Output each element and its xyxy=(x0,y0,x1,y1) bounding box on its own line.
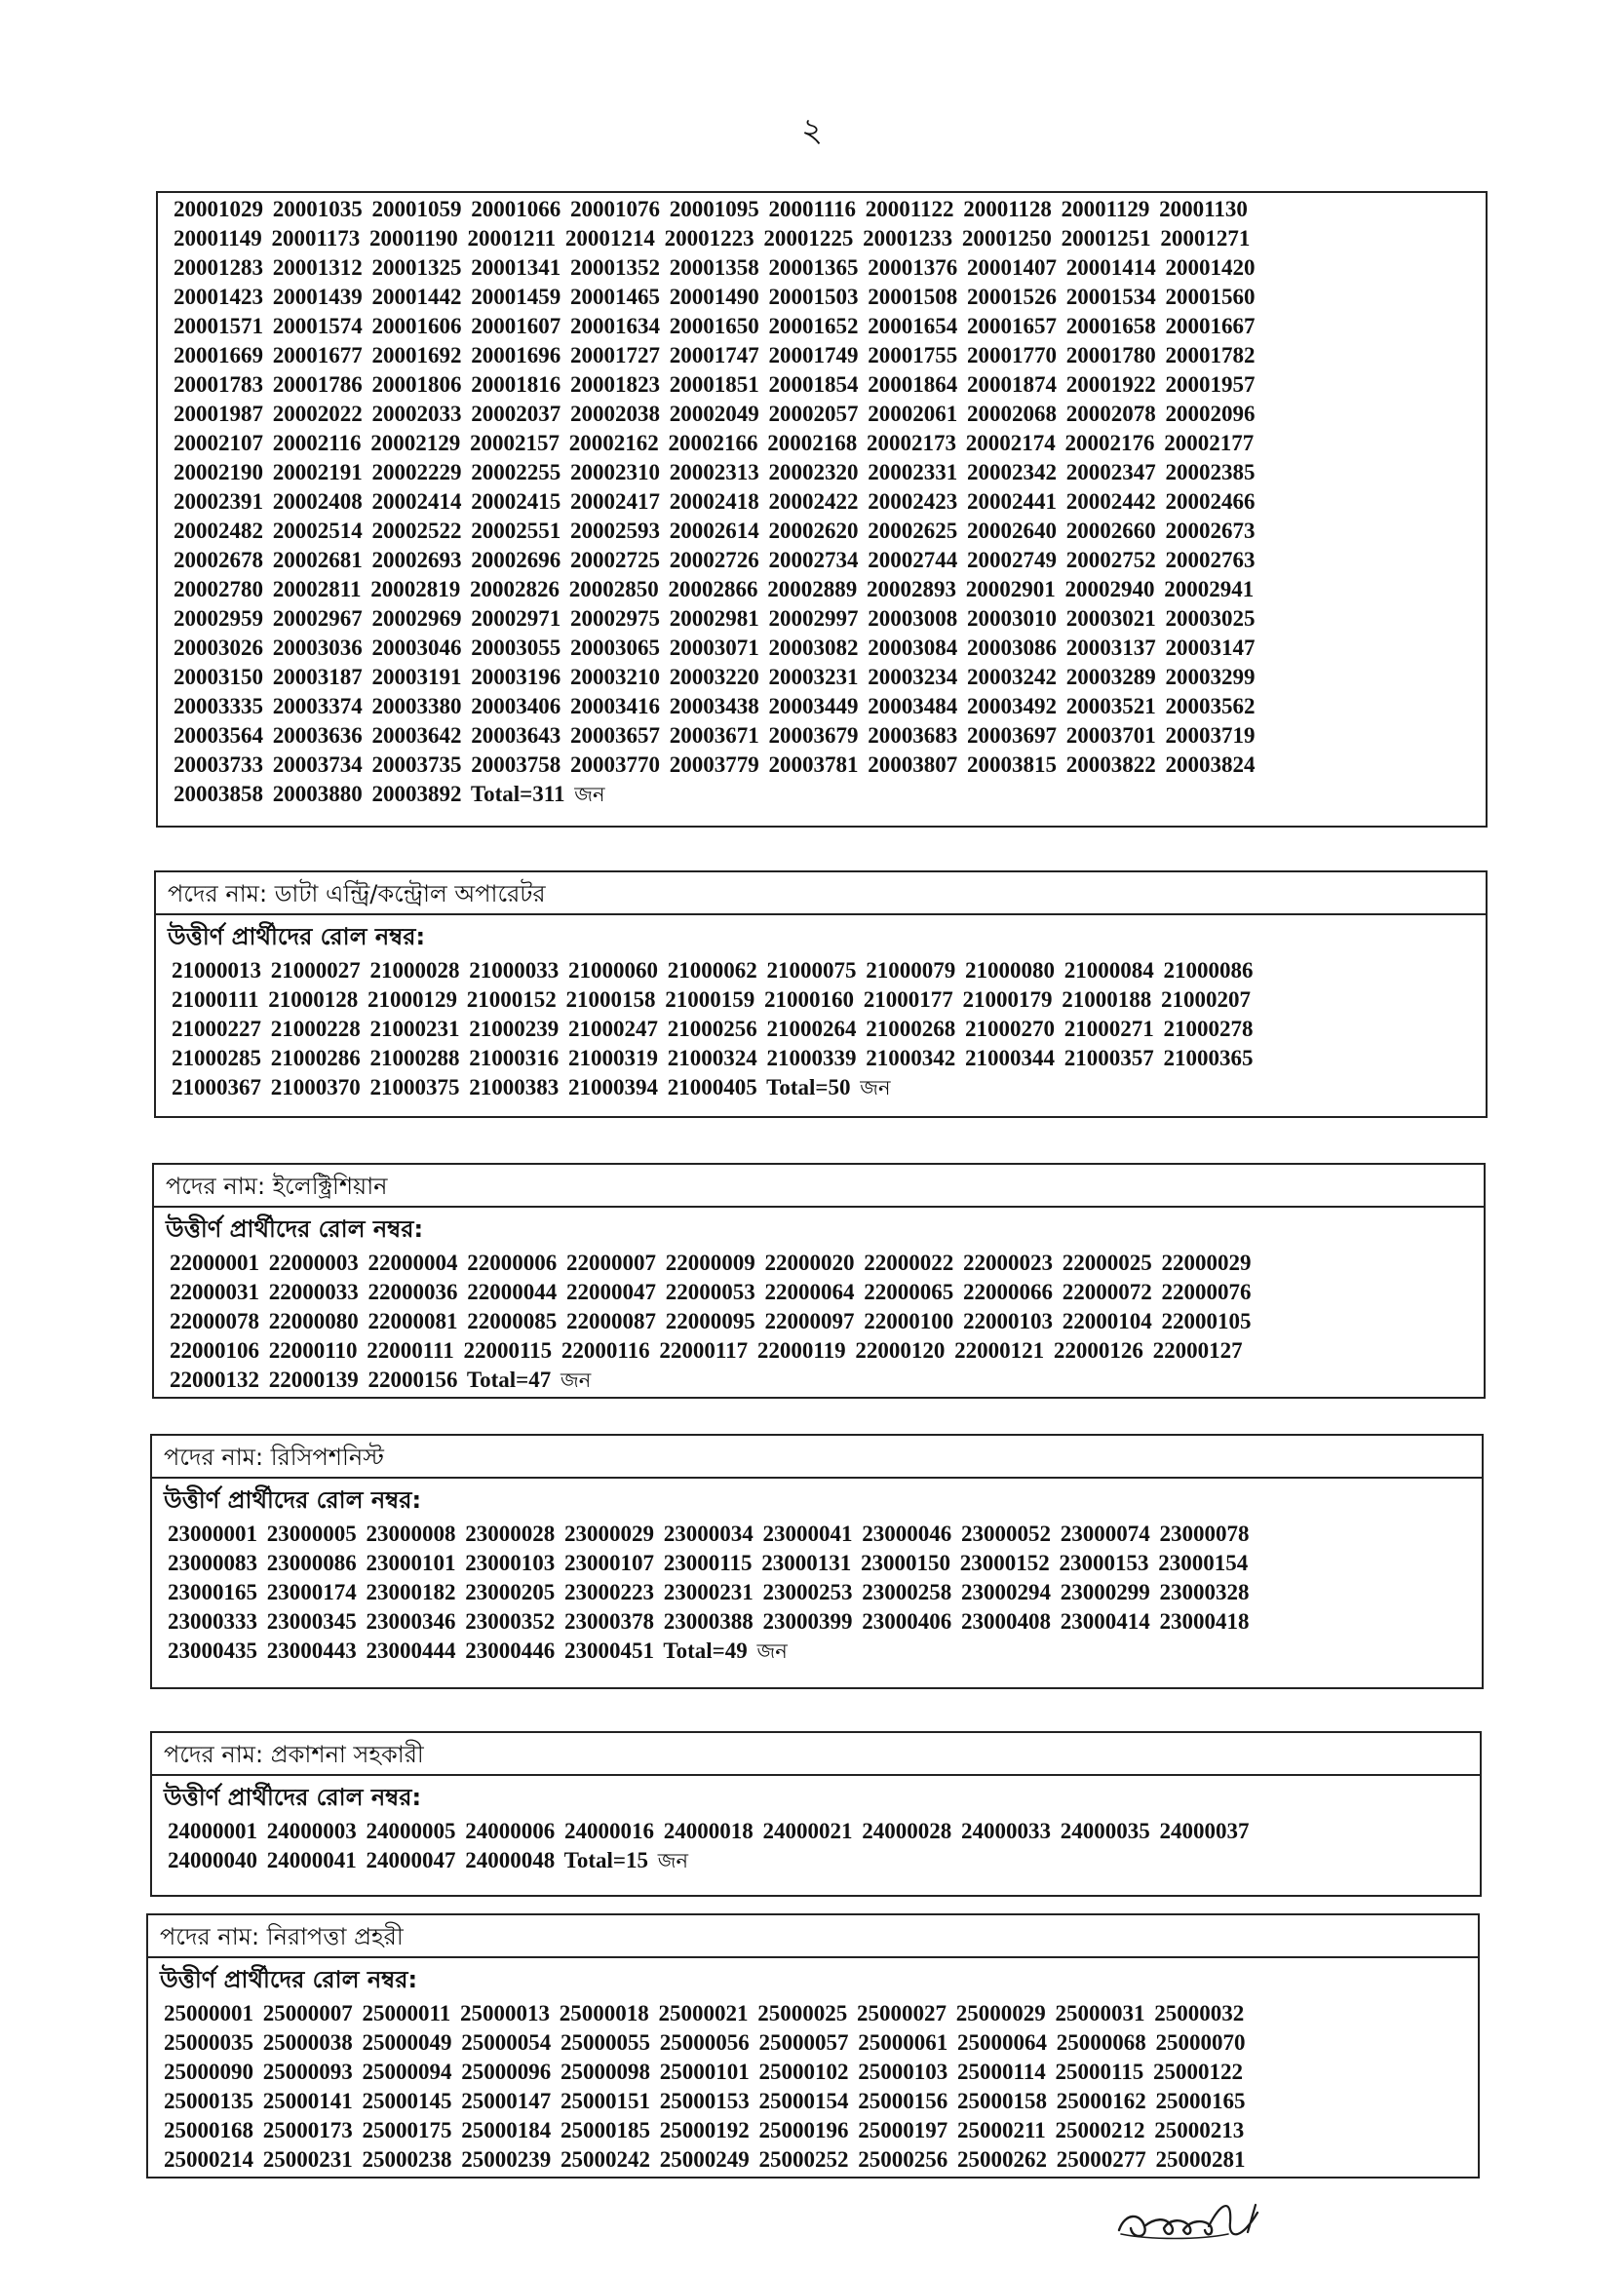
roll-continuation-box xyxy=(156,191,1488,828)
roll-row: 20001987 20002022 20002033 20002037 20002038 20002049 20002057 20002061 20002068 20002078 20002096 xyxy=(174,402,1256,426)
passed-roll-subtitle: উত্তীর্ণ প্রার্থীদের রোল নম্বর: xyxy=(166,1215,424,1243)
roll-row: 20002107 20002116 20002129 20002157 20002162 20002166 20002168 20002173 20002174 20002176 20002177 xyxy=(174,431,1255,455)
roll-row: 20001149 20001173 20001190 20001211 20001214 20001223 20001225 20001233 20001250 20001251 20001271 xyxy=(174,226,1251,251)
roll-total-text: 24000040 24000041 24000047 24000048 Total=15 xyxy=(168,1848,648,1872)
roll-row: 20002959 20002967 20002969 20002971 20002975 20002981 20002997 20003008 20003010 20003021 20003025 xyxy=(174,606,1256,631)
roll-row: 20001029 20001035 20001059 20001066 20001076 20001095 20001116 20001122 20001128 20001129 20001130 xyxy=(174,197,1248,221)
passed-roll-subtitle: উত্তীর্ণ প্রার্থীদের রোল নম্বর: xyxy=(164,1784,422,1811)
roll-total-text: 20003858 20003880 20003892 Total=311 xyxy=(174,782,565,806)
roll-row: 20001571 20001574 20001606 20001607 20001634 20001650 20001652 20001654 20001657 20001658 20001667 xyxy=(174,314,1256,338)
roll-row: 20001283 20001312 20001325 20001341 20001352 20001358 20001365 20001376 20001407 20001414 20001420 xyxy=(174,255,1256,280)
post-section-security-guard xyxy=(146,1913,1480,2179)
roll-list xyxy=(156,956,1486,1106)
signature xyxy=(1111,2183,1277,2252)
roll-row: 24000001 24000003 24000005 24000006 24000016 24000018 24000021 24000028 24000033 24000035 24000037 xyxy=(168,1819,1250,1843)
total-unit: জন xyxy=(560,1369,592,1392)
roll-row: 20001783 20001786 20001806 20001816 20001823 20001851 20001854 20001864 20001874 20001922 20001957 xyxy=(174,372,1256,397)
roll-row: 21000285 21000286 21000288 21000316 21000319 21000324 21000339 21000342 21000344 21000357 21000365 xyxy=(172,1046,1254,1070)
post-title: পদের নাম: রিসিপশনিস্ট xyxy=(152,1436,1482,1479)
roll-row-total xyxy=(172,1073,1470,1102)
roll-total-text: 23000435 23000443 23000444 23000446 23000451 Total=49 xyxy=(168,1639,748,1663)
roll-list xyxy=(154,1249,1484,1399)
roll-row: 20002190 20002191 20002229 20002255 20002310 20002313 20002320 20002331 20002342 20002347 20002385 xyxy=(174,460,1256,484)
post-title: পদের নাম: প্রকাশনা সহকারী xyxy=(152,1733,1480,1776)
roll-row: 25000001 25000007 25000011 25000013 25000018 25000021 25000025 25000027 25000029 25000031 25000032 xyxy=(164,2001,1245,2025)
roll-row: 20002678 20002681 20002693 20002696 20002725 20002726 20002734 20002744 20002749 20002752 20002763 xyxy=(174,548,1256,572)
total-unit: জন xyxy=(657,1849,689,1872)
passed-roll-subtitle: উত্তীর্ণ প্রার্থীদের রোল নম্বর: xyxy=(164,1486,422,1514)
roll-row: 20003150 20003187 20003191 20003196 20003210 20003220 20003231 20003234 20003242 20003289 20003299 xyxy=(174,665,1256,689)
roll-list xyxy=(152,1520,1482,1670)
roll-row: 23000001 23000005 23000008 23000028 23000029 23000034 23000041 23000046 23000052 23000074 23000078 xyxy=(168,1522,1250,1546)
roll-row: 20001669 20001677 20001692 20001696 20001727 20001747 20001749 20001755 20001770 20001780 20001782 xyxy=(174,343,1256,367)
roll-row: 20003564 20003636 20003642 20003643 20003657 20003671 20003679 20003683 20003697 20003701 20003719 xyxy=(174,723,1256,748)
roll-row-total xyxy=(168,1637,1466,1666)
roll-row: 20002391 20002408 20002414 20002415 20002417 20002418 20002422 20002423 20002441 20002442 20002466 xyxy=(174,489,1256,514)
roll-row: 20002482 20002514 20002522 20002551 20002593 20002614 20002620 20002625 20002640 20002660 20002673 xyxy=(174,519,1256,543)
roll-row: 25000090 25000093 25000094 25000096 25000098 25000101 25000102 25000103 25000114 25000115 25000122 xyxy=(164,2060,1243,2084)
roll-row: 23000333 23000345 23000346 23000352 23000378 23000388 23000399 23000406 23000408 23000414 23000418 xyxy=(168,1609,1250,1634)
roll-row: 23000165 23000174 23000182 23000205 23000223 23000231 23000253 23000258 23000294 23000299 23000328 xyxy=(168,1580,1250,1604)
roll-row: 22000031 22000033 22000036 22000044 22000047 22000053 22000064 22000065 22000066 22000072 22000076 xyxy=(170,1280,1252,1304)
roll-row: 23000083 23000086 23000101 23000103 23000107 23000115 23000131 23000150 23000152 23000153 23000154 xyxy=(168,1551,1249,1575)
roll-row: 22000078 22000080 22000081 22000085 22000087 22000095 22000097 22000100 22000103 22000104 22000105 xyxy=(170,1309,1252,1333)
post-title: পদের নাম: ইলেক্ট্রিশিয়ান xyxy=(154,1165,1484,1208)
roll-row: 20003733 20003734 20003735 20003758 20003770 20003779 20003781 20003807 20003815 20003822 20003824 xyxy=(174,752,1256,777)
total-unit: জন xyxy=(860,1076,891,1099)
roll-row: 20003335 20003374 20003380 20003406 20003416 20003438 20003449 20003484 20003492 20003521 20003562 xyxy=(174,694,1256,718)
continuation-rolls xyxy=(158,195,1486,813)
post-section-receptionist xyxy=(150,1434,1484,1689)
passed-roll-subtitle: উত্তীর্ণ প্রার্থীদের রোল নম্বর: xyxy=(160,1966,418,1993)
roll-row: 25000214 25000231 25000238 25000239 25000242 25000249 25000252 25000256 25000262 25000277 25000281 xyxy=(164,2147,1246,2172)
post-section-publication-assistant xyxy=(150,1731,1482,1897)
roll-list xyxy=(148,1999,1478,2179)
roll-row: 21000227 21000228 21000231 21000239 21000247 21000256 21000264 21000268 21000270 21000271 21000278 xyxy=(172,1017,1254,1041)
roll-list xyxy=(152,1817,1480,1879)
roll-row-total xyxy=(174,780,1470,809)
roll-row: 20002780 20002811 20002819 20002826 20002850 20002866 20002889 20002893 20002901 20002940 20002941 xyxy=(174,577,1255,601)
roll-row: 22000106 22000110 22000111 22000115 22000116 22000117 22000119 22000120 22000121 22000126 22000127 xyxy=(170,1338,1243,1363)
post-section-data-entry xyxy=(154,870,1488,1118)
roll-total-text: 22000132 22000139 22000156 Total=47 xyxy=(170,1368,552,1392)
page-number: ২ xyxy=(800,111,824,150)
roll-row-total xyxy=(168,1846,1464,1875)
roll-row: 20003026 20003036 20003046 20003055 20003065 20003071 20003082 20003084 20003086 20003137 20003147 xyxy=(174,636,1256,660)
post-title: পদের নাম: ডাটা এন্ট্রি/কন্ট্রোল অপারেটর xyxy=(156,872,1486,915)
roll-row: 21000111 21000128 21000129 21000152 21000158 21000159 21000160 21000177 21000179 21000188 21000207 xyxy=(172,987,1251,1012)
passed-roll-subtitle: উত্তীর্ণ প্রার্থীদের রোল নম্বর: xyxy=(168,923,426,950)
roll-row: 25000135 25000141 25000145 25000147 25000151 25000153 25000154 25000156 25000158 25000162 25000165 xyxy=(164,2089,1246,2113)
roll-total-text: 21000367 21000370 21000375 21000383 21000394 21000405 Total=50 xyxy=(172,1075,851,1099)
roll-row-total xyxy=(170,1366,1468,1395)
total-unit: জন xyxy=(756,1639,788,1663)
post-title: পদের নাম: নিরাপত্তা প্রহরী xyxy=(148,1915,1478,1958)
roll-row: 21000013 21000027 21000028 21000033 21000060 21000062 21000075 21000079 21000080 21000084 21000086 xyxy=(172,958,1254,983)
roll-row: 25000035 25000038 25000049 25000054 25000055 25000056 25000057 25000061 25000064 25000068 25000070 xyxy=(164,2030,1246,2055)
total-unit: জন xyxy=(574,783,605,806)
post-section-electrician xyxy=(152,1163,1486,1399)
roll-row: 20001423 20001439 20001442 20001459 20001465 20001490 20001503 20001508 20001526 20001534 20001560 xyxy=(174,285,1256,309)
roll-row: 22000001 22000003 22000004 22000006 22000007 22000009 22000020 22000022 22000023 22000025 22000029 xyxy=(170,1251,1252,1275)
roll-row: 25000168 25000173 25000175 25000184 25000185 25000192 25000196 25000197 25000211 25000212 25000213 xyxy=(164,2118,1245,2142)
